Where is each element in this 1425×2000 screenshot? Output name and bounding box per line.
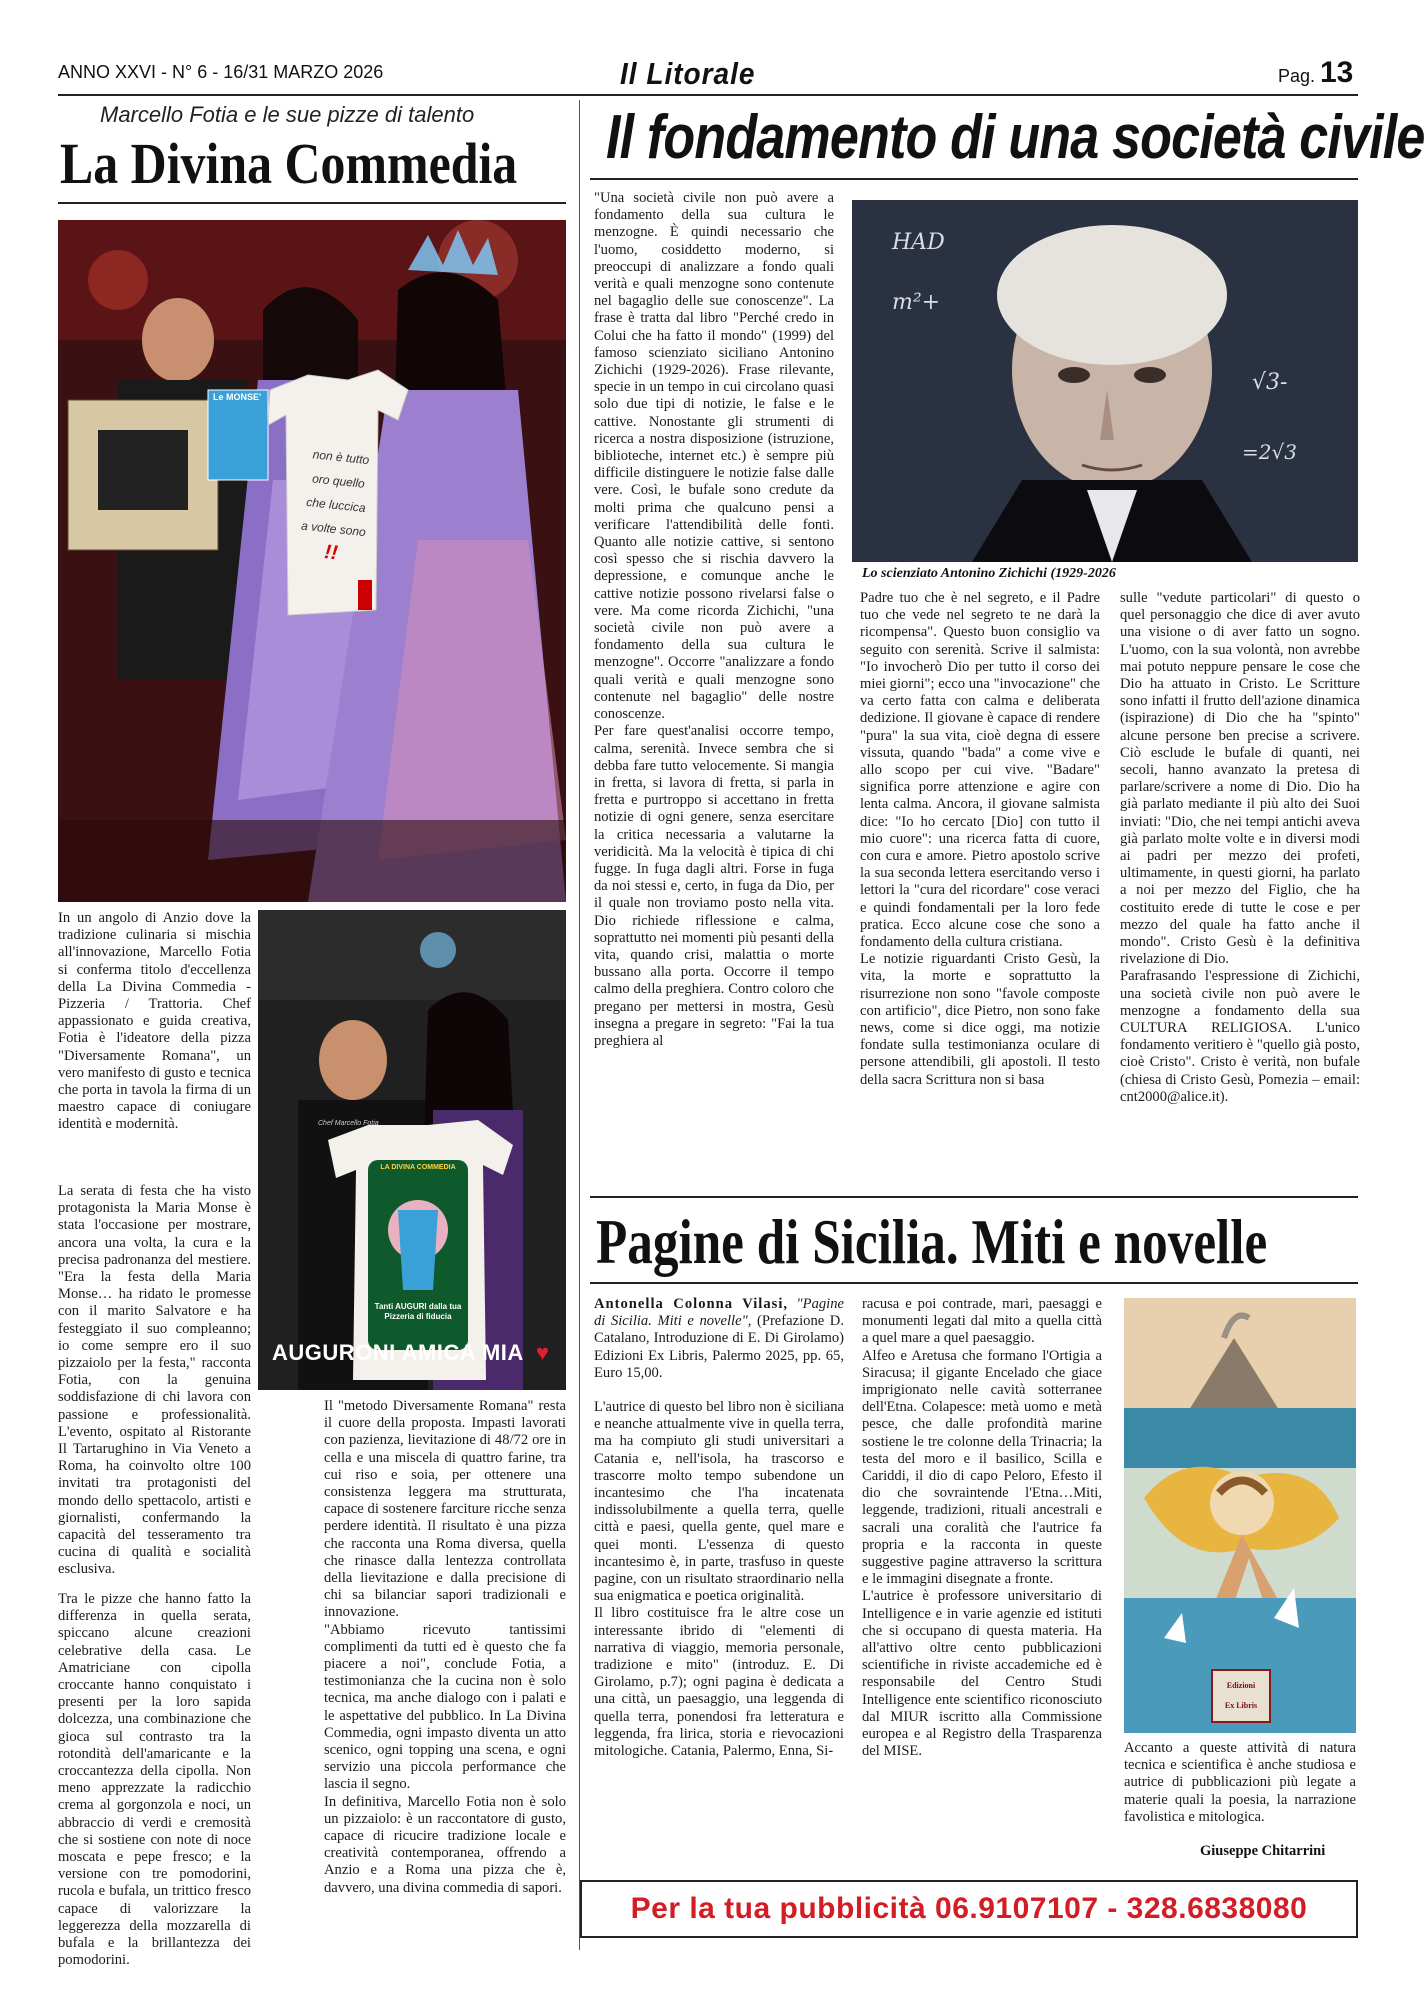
photo-chef xyxy=(258,910,566,1390)
sicily-book-details: (Prefazione D. Catalano, Introduzione di E. Di Girolamo) Edizioni Ex Libris, Palermo 2025, pp. 65, Euro 15,00. xyxy=(594,1313,844,1381)
chef-shirt-bottom: Tanti AUGURI dalla tua Pizzeria di fiducia xyxy=(374,1302,462,1321)
shirt-line-4: a volte sono xyxy=(300,518,367,540)
ad-banner[interactable] xyxy=(580,1880,1358,1938)
sicily-col2-p2: Alfeo e Aretusa che formano l'Ortigia a Siracusa; il gigante Encelado che giace imprigionato nelle cavità sotterranee dell'Etna. Colapesce: metà uomo e metà pesce, che dalle profondità marine sostiene le tre colonne della Trinacria; la testa del moro e il basilico, Scilla e Cariddi, il dio di capo Peloro, Efesto il dio che sovraintende l'Etna…Miti, leggende, tradizioni, rituali ancestrali e sacrali una coralità che l'autrice fa propria e la racconta in queste suggestive pagine attraverso la scrittura e le immagini disegnate a fronte. xyxy=(862,1347,1102,1588)
shirt-line-5: !! xyxy=(323,541,339,565)
sicily-cover-art xyxy=(1124,1298,1356,1733)
right-col3-text xyxy=(1120,590,1360,1190)
masthead: Il Litorale xyxy=(620,56,756,91)
right-col3-p1: sulle "vedute particolari" di questo o quel personaggio che dice di aver avuto una visione o di aver fatto un sogno. L'uomo, con la sua volontà, non avrebbe mai potuto neppure pensare le cose che Dio ha attuato in Cristo. Le Scritture sono infatti il frutto dell'azione dinamica (ispirazione) di Dio che ha "spinto" alcune persone ben precise a scrivere. Ciò esclude le bufale di quanti, nei secoli, hanno avanzato la pretesa di parlare/scrivere a nome di Dio. Dio ha già parlato mediante il più alto dei Suoi inviati: "Dio, che nei tempi antichi aveva già parlato molte volte e in diversi modi ai padri per mezzo dei profeti, ultimamente, in questi giorni, ha parlato a noi per mezzo del Figlio, che ha costituito erede di tutte le cose e per mezzo del quale ha fatto anche il mondo". Cristo Gesù è la definitiva rivelazione di Dio. xyxy=(1120,590,1360,968)
left-title: La Divina Commedia xyxy=(60,131,518,196)
board-text-1: HAD xyxy=(892,230,945,255)
left-kicker: Marcello Fotia e le sue pizze di talento xyxy=(100,102,475,127)
shirt-line-3: che luccica xyxy=(305,494,367,516)
header-rule xyxy=(58,94,1358,96)
chef-overlay-text: AUGURONI AMICA MIA xyxy=(272,1340,524,1365)
right-col2-p2: Le notizie riguardanti Cristo Gesù, la vita, la morte e soprattutto la risurrezione non sono "favole composte con artificio", dice Pietro, non sono fake news, come si dice oggi, ma notizie fondate sulla testimonianza oculare di persone attendibili, gli apostoli. Il testo della sacra Scrittura non si basa xyxy=(860,951,1100,1088)
vertical-divider-main xyxy=(579,100,580,1950)
sicily-col2-p3: L'autrice è professore universitario di Intelligence e in varie agenzie ed istituti che si occupano di questa materia. Ha all'attivo oltre cento pubblicazioni scientifiche in riviste accademiche ed è responsabile del Centro Studi Intelligence ente scientifico riconosciuto dal MIUR iscritto alla Commissione europea e al Registro della Trasparenza del MISE. xyxy=(862,1588,1102,1760)
board-text-2: m²+ xyxy=(892,290,941,315)
chef-jacket-text: Chef Marcello Fotia xyxy=(318,1120,379,1127)
sicily-caption: Accanto a queste attività di natura tecnica e scientifica è anche studiosa e autrice di pubblicazioni più legate a materie quali la poesia, la narrazione favolistica e mitologica. xyxy=(1124,1740,1356,1825)
sicily-book-ref xyxy=(594,1296,844,1382)
issue-info: ANNO XXVI - N° 6 - 16/31 MARZO 2026 xyxy=(58,62,384,82)
cover-publisher xyxy=(1212,1676,1270,1716)
left-col2-p3: In definitiva, Marcello Fotia non è solo un pizzaiolo: è un raccontatore di gusto, capace di ricucire tradizione locale e creatività contemporanea, offrendo a Anzio e a Roma una pizza che è, davvero, una divina commedia di sapori. xyxy=(324,1793,566,1896)
left-col1-p1: In un angolo di Anzio dove la tradizione culinaria si mischia all'innovazione, Marcello Fotia si conferma titolo d'eccellenza della La Divina Commedia - Pizzeria / Trattoria. Chef appassionato e guida creativa, Fotia è l'ideatore della pizza "Diversamente Romana", un vero manifesto di gusto e tecnica che porta in tavola la firma di un maestro capace di coniugare identità e modernità. xyxy=(58,910,251,1133)
page-label: Pag. xyxy=(1278,66,1316,86)
sicily-author: Antonella Colonna Vilasi, xyxy=(594,1296,789,1312)
board-text-4: =2√3 xyxy=(1242,440,1297,464)
shirt-line-2: oro quello xyxy=(311,471,366,491)
section-rule xyxy=(590,1196,1358,1198)
photo-zichichi xyxy=(852,200,1358,562)
sicily-col1-p2: Il libro costituisce fra le altre cose un interessante ibrido di "elementi di narrativa di viaggio, memoria personale, tradizione e mito" (introduz. E. Di Girolamo, p.7); ogni pagina è dedicata a una città, un paesaggio, una leggenda di quella terra, ponendosi fra letteratura e leggenda, fra lirica, storia e rievocazioni mitologiche. Catania, Palermo, Enna, Si- xyxy=(594,1605,844,1760)
sicily-col2-p1: racusa e poi contrade, mari, paesaggi e monumenti legati dal mito a quella città a quel mare a quel paesaggio. xyxy=(862,1296,1102,1347)
cover-publisher-line-2: Ex Libris xyxy=(1224,1701,1258,1710)
left-col1-text-c xyxy=(58,1591,251,1969)
board-text-3: √3- xyxy=(1252,370,1288,395)
right-col2-p1: Padre tuo che è nel segreto, e il Padre tuo che vede nel segreto te ne darà la ricompensa". Questo buon consiglio va seguito con serenità. Scrive il salmista: "Io invocherò Dio per tutto il corso dei miei giorni"; ecco una "invocazione" che va certo fatta con calma e deliberata dedizione. Il giovane è capace di rendere "pura" la sua vita, cioè degna di essere vissuta, quando "bada" a come vive e allo scopo per cui vive. "Badare" significa porre attenzione e agire con lenta calma. Ancora, il giovane salmista dice: "Io ho cercato [Dio] con tutto il mio cuore": una ricerca fatta di cuore, con cura e amore. Pietro apostolo scrive la sua seconda lettera esercitando verso i lettori la "cura del ricordare" cose veraci e quindi fondamentali per la loro fede pratica. Ecco alcune cose che sono a fondamento della cultura cristiana. xyxy=(860,590,1100,951)
sicily-signature: Giuseppe Chitarrini xyxy=(1200,1843,1326,1859)
right-col1-p2: Per fare quest'analisi occorre tempo, calma, serenità. Invece sembra che si debba fare tutto velocemente. Si mangia in fretta, si lavora di fretta, si parla in fretta e purtroppo si accettano in fretta notizie di ogni genere, senza esercitare la critica necessaria a valutarne la veridicità. Ma la velocità è tipica di chi fugge. In fuga dagli altri. Forse in fuga da noi stessi e, certo, in fuga da Dio, per il quale non troviamo posto nella vita. Dio richiede riflessione e calma, soprattutto nei momenti più pesanti della vita, quando crisi, malattia o morte bussano alla porta. Occorre il tempo calmo della preghiera. Contro coloro che pregano per mettersi in mostra, Gesù insegna a pregare in segreto: "Fai la tua preghiera al xyxy=(594,723,834,1049)
sicily-col1-p1: L'autrice di questo bel libro non è siciliana e neanche attualmente vive in quella terra, ma ha compiuto gli studi universitari a Catania e, nell'isola, ha trascorso e trascorre molto tempo subendone un incantesimo che l'ha incatenata indissolubilmente a quella terra, quelle città e paesi, quella gente, quel mare e quei monti. L'essenza di questo incantesimo è, in parte, trasfuso in queste pagine, con un risultato straordinario nella sua enigmatica e poetica originalità. xyxy=(594,1399,844,1605)
left-col2-p1: Il "metodo Diversamente Romana" resta il cuore della proposta. Impasti lavorati con pazienza, lievitazione di 48/72 ore in cella e una miscela di quattro farine, tra cui riso e soia, per ottenere una consistenza leggera ma strutturata, capace di sostenere farciture ricche senza perdere identità. Il risultato è una pizza che racconta una Roma diversa, quella che rinasce dalla lentezza controllata della lievitazione e dalla precisione di chi sa bilanciar sapori tradizionali e innovazione. xyxy=(324,1398,566,1621)
sicily-book-title: "Pagine di Sicilia. Miti e novelle", xyxy=(594,1296,844,1330)
zichichi-caption: Lo scienziato Antonino Zichichi (1929-2026 xyxy=(862,566,1116,581)
left-col1-p3: Tra le pizze che hanno fatto la differenza in quella serata, spiccano alcune creazioni celebrative della casa. Le Amatriciane con cipolla croccante hanno conquistato i presenti per la loro sapida dolcezza, una combinazione che gioca sul contrasto tra la rotondità dell'amaricante e la croccantezza della cipolla. Non meno apprezzate la radicchio crema al gorgonzola e noci, un abbraccio di verdi e cremosità che si sostiene con note di noce moscata e pepe fresco; e la versione con tre pomodorini, rucola e bufala, un trittico fresco capace di valorizzare la leggerezza della mozzarella di bufala e la brillantezza dei pomodorini. xyxy=(58,1591,251,1969)
right-col1-p1: "Una società civile non può avere a fondamento della sua cultura le menzogne. È quindi necessario che l'uomo, cosiddetto moderno, si preoccupi di analizzare a fondo quali verità e quali menzogne sono contenute nel bagaglio delle sue conoscenze". La frase è tratta dal libro "Perché credo in Colui che ha fatto il mondo" (1999) del famoso scienziato siciliano Antonino Zichichi (1929-2026). Frase rilevante, specie in un tempo in cui circolano quasi solo due tipi di notizie, le false e le cattive. Nonostante gli strumenti di ricerca a nostra disposizione (istruzione, biblioteche, internet etc.) è sempre più difficile distinguere le notizie false dalle vere. Così, le bufale sono credute da molti prima che qualcuno pensi a verificare l'attendibilità delle fonti. Quanto alle notizie cattive, si sentono così spesso che si rischia davvero la depressione, e comunque anche le cattive notizie possono rivelarsi false o vere. Ma come ricorda Zichichi, "una società civile non può avere a fondamento della sua cultura le menzogne". Occorre "analizzare a fondo quali verità e quali menzogne sono contenute nel bagaglio" delle nostre conoscenze. xyxy=(594,190,834,723)
sicily-col1-text xyxy=(594,1296,844,1936)
right-title: Il fondamento di una società civile xyxy=(606,103,1425,172)
shirt-line-1: non è tutto xyxy=(312,447,370,468)
heart-icon: ♥ xyxy=(536,1340,550,1365)
left-col2-p2: "Abbiamo ricevuto tantissimi complimenti da tutti ed è questo che fa piacere a noi", conclude Fotia, a testimonianza che la cucina non è solo tecnica, ma anche dialogo con i palati e le aspettative del pubblico. In La Divina Commedia, ogni impasto diventa un atto scenico, ogni topping una scena, e ogni servizio una piccola performance che lascia il segno. xyxy=(324,1621,566,1793)
left-col2-text xyxy=(324,1398,566,1940)
party-box-label: Le MONSE' xyxy=(213,392,262,402)
left-col1-p2: La serata di festa che ha visto protagonista la Maria Monse è stata l'occasione per mostrare, ancora una volta, la cura e la precisa padronanza del mestiere. "Era la festa della Maria Monse… ha ridato le promesse con il marito Salvatore e ha festeggiato il suo compleanno; io come sempre ero il suo pizzaiolo per la festa," racconta Fotia, con la genuina soddisfazione di chi lavora con passione e professionalità. L'evento, ospitato al Ristorante Il Tartarughino in Via Veneto a Roma, ha coinvolto oltre 100 invitati tra protagonisti del mondo dello spettacolo, artisti e giornalisti, confermando la capacità del tesseramento tra cucina di qualità e socialità esclusiva. xyxy=(58,1183,251,1578)
right-col2-text xyxy=(860,590,1100,1190)
right-title-rule xyxy=(590,178,1358,180)
shirt-text xyxy=(290,441,382,569)
photo-party xyxy=(58,220,566,902)
left-title-rule xyxy=(58,202,566,204)
right-col1-text xyxy=(594,190,834,1190)
page-number: 13 xyxy=(1320,56,1354,89)
sicily-col2-text xyxy=(862,1296,1102,1936)
sicily-title-rule xyxy=(590,1282,1358,1284)
sicily-title: Pagine di Sicilia. Miti e novelle xyxy=(596,1206,1268,1277)
right-col3-p2: Parafrasando l'espressione di Zichichi, una società civile non può avere le menzogne a fondamento della sua CULTURA RELIGIOSA. L'unico fondamento veritiero è "quello già posto, cioè Cristo". Cristo è verità, non bufale (chiesa di Cristo Gesù, Pomezia – email: cnt2000@alice.it). xyxy=(1120,968,1360,1105)
ad-text: Per la tua pubblicità 06.9107107 - 328.6838080 xyxy=(630,1892,1308,1925)
sicily-book-cover xyxy=(1124,1298,1356,1733)
cover-publisher-line-1: Edizioni xyxy=(1226,1681,1256,1690)
chef-shirt-top: LA DIVINA COMMEDIA xyxy=(380,1164,456,1171)
